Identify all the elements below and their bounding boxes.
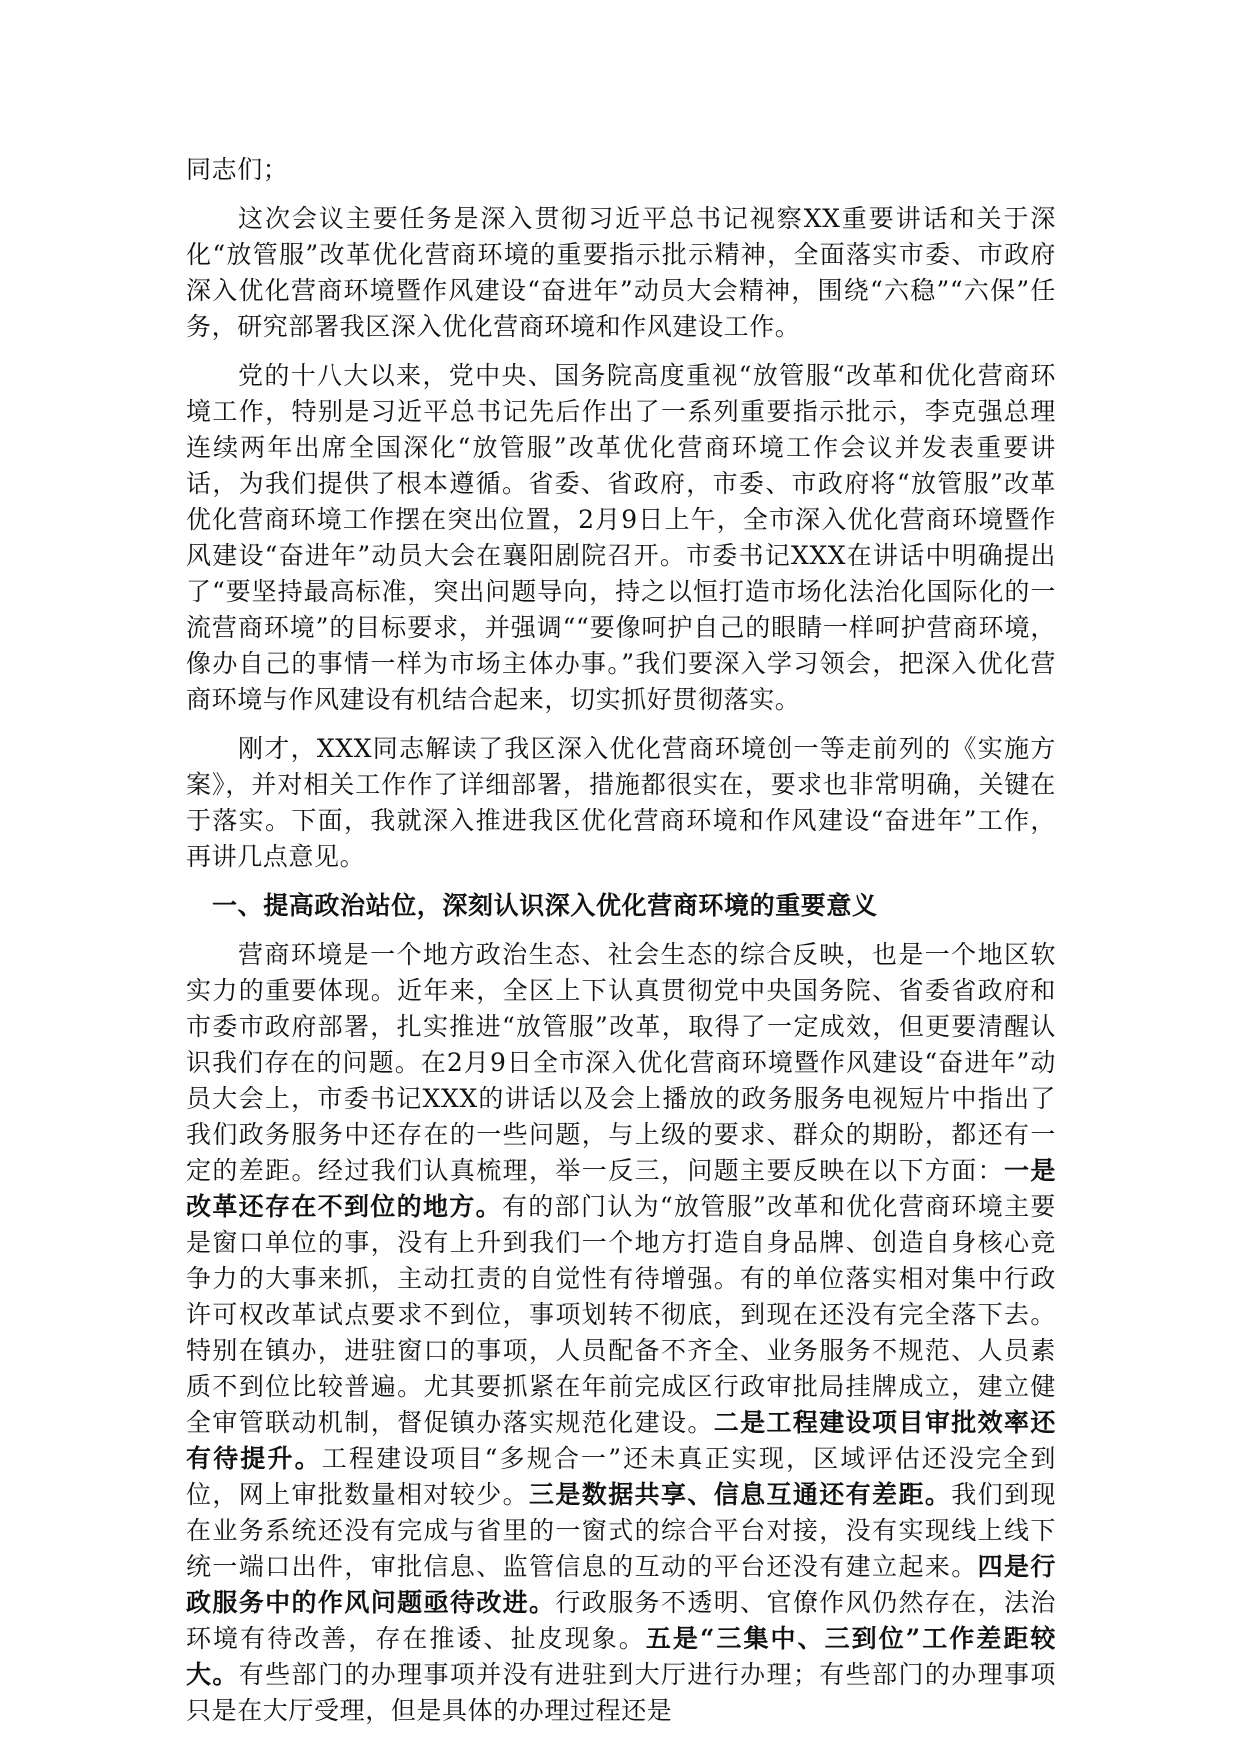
paragraph-4 bbox=[186, 937, 1056, 1729]
point-1-title: 一是改革还存在不到位的地方。 bbox=[186, 1156, 1057, 1221]
document-body bbox=[186, 152, 1056, 1742]
point-2-text: 工程建设项目“多规合一”还未真正实现，区域评估还没完全到位，网上审批数量相对较少。 bbox=[186, 1444, 1056, 1509]
point-5-text: 有些部门的办理事项并没有进驻到大厅进行办理；有些部门的办理事项只是在大厅受理，但是具体的办理过程还是 bbox=[186, 1660, 1056, 1725]
paragraph-4-intro: 营商环境是一个地方政治生态、社会生态的综合反映，也是一个地区软实力的重要体现。近年来，全区上下认真贯彻党中央国务院、省委省政府和市委市政府部署，扎实推进“放管服”改革，取得了一定成效，但更要清醒认识我们存在的问题。在2月9日全市深入优化营商环境暨作风建设“奋进年”动员大会上，市委书记XXX的讲话以及会上播放的政务服务电视短片中指出了我们政务服务中还存在的一些问题，与上级的要求、群众的期盼，都还有一定的差距。经过我们认真梳理，举一反三，问题主要反映在以下方面： bbox=[186, 940, 1056, 1185]
paragraph-1: 这次会议主要任务是深入贯彻习近平总书记视察XX重要讲话和关于深化“放管服”改革优化营商环境的重要指示批示精神，全面落实市委、市政府深入优化营商环境暨作风建设“奋进年”动员大会精神，围绕“六稳”“六保”任务，研究部署我区深入优化营商环境和作风建设工作。 bbox=[186, 204, 1056, 341]
paragraph-2: 党的十八大以来，党中央、国务院高度重视“放管服“改革和优化营商环境工作，特别是习近平总书记先后作出了一系列重要指示批示，李克强总理连续两年出席全国深化“放管服”改革优化营商环境工作会议并发表重要讲话，为我们提供了根本遵循。省委、省政府，市委、市政府将“放管服”改革优化营商环境工作摆在突出位置，2月9日上午，全市深入优化营商环境暨作风建设“奋进年”动员大会在襄阳剧院召开。市委书记XXX在讲话中明确提出了“要坚持最高标准，突出问题导向，持之以恒打造市场化法治化国际化的一流营商环境”的目标要求，并强调““要像呵护自己的眼睛一样呵护营商环境，像办自己的事情一样为市场主体办事。”我们要深入学习领会，把深入优化营商环境与作风建设有机结合起来，切实抓好贯彻落实。 bbox=[186, 361, 1056, 714]
point-2-title: 二是工程建设项目审批效率还有待提升。 bbox=[186, 1408, 1056, 1473]
paragraph-3: 刚才，XXX同志解读了我区深入优化营商环境创一等走前列的《实施方案》，并对相关工作作了详细部署，措施都很实在，要求也非常明确，关键在于落实。下面，我就深入推进我区优化营商环境和作风建设“奋进年”工作，再讲几点意见。 bbox=[186, 734, 1056, 871]
section-heading-1: 一、提高政治站位，深刻认识深入优化营商环境的重要意义 bbox=[212, 891, 878, 920]
point-4-title: 四是行政服务中的作风问题亟待改进。 bbox=[186, 1552, 1056, 1617]
point-3-text: 我们到现在业务系统还没有完成与省里的一窗式的综合平台对接，没有实现线上线下统一端口出件，审批信息、监管信息的互动的平台还没有建立起来。 bbox=[186, 1480, 1056, 1581]
salutation: 同志们； bbox=[186, 155, 289, 184]
point-4-text: 行政服务不透明、官僚作风仍然存在，法治环境有待改善，存在推诿、扯皮现象。 bbox=[186, 1588, 1056, 1653]
point-1-text: 有的部门认为“放管服”改革和优化营商环境主要是窗口单位的事，没有上升到我们一个地方打造自身品牌、创造自身核心竞争力的大事来抓，主动扛责的自觉性有待增强。有的单位落实相对集中行政许可权改革试点要求不到位，事项划转不彻底，到现在还没有完全落下去。特别在镇办，进驻窗口的事项，人员配备不齐全、业务服务不规范、人员素质不到位比较普遍。尤其要抓紧在年前完成区行政审批局挂牌成立，建立健全审管联动机制，督促镇办落实规范化建设。 bbox=[186, 1192, 1057, 1437]
point-3-title: 三是数据共享、信息互通还有差距。 bbox=[529, 1480, 952, 1509]
point-5-title: 五是“三集中、三到位”工作差距较大。 bbox=[186, 1624, 1056, 1689]
